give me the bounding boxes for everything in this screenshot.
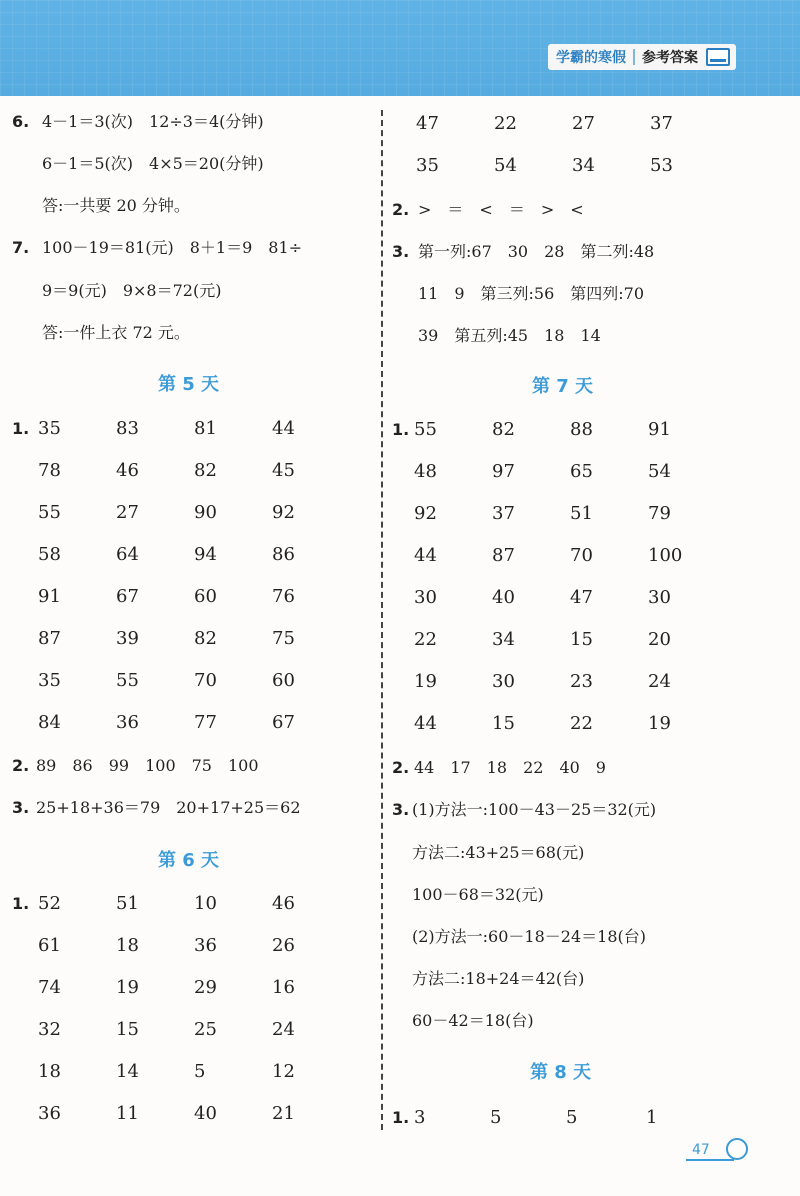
q3-line1: 第一列:67 30 28 第二列:48	[418, 242, 655, 261]
answer-cell: 1	[646, 1107, 658, 1128]
question-number: 1.	[12, 419, 30, 438]
answer-cell: 35	[38, 418, 61, 439]
answer-cell: 77	[194, 712, 217, 733]
answer-cell: 70	[194, 670, 217, 691]
answer-cell: 27	[572, 113, 595, 134]
answer-cell: 30	[648, 587, 671, 608]
problem7-line2: 9＝9(元) 9×8＝72(元)	[42, 281, 222, 300]
question-number: 2.	[12, 756, 30, 775]
answer-cell: 3	[414, 1107, 426, 1128]
answer-cell: 46	[272, 893, 295, 914]
answer-cell: 34	[572, 155, 595, 176]
answer-cell: 61	[38, 935, 61, 956]
answer-cell: 19	[116, 977, 139, 998]
badge-separator	[633, 49, 635, 65]
question-number: 3.	[392, 242, 410, 261]
q3-line3: 39 第五列:45 18 14	[418, 326, 601, 345]
answer-cell: 86	[272, 544, 295, 565]
answer-cell: 52	[38, 893, 61, 914]
answer-cell: 34	[492, 629, 515, 650]
answer-cell: 75	[272, 628, 295, 649]
answer-cell: 36	[194, 935, 217, 956]
answer-cell: 92	[414, 503, 437, 524]
answer-cell: 51	[116, 893, 139, 914]
answer-cell: 24	[648, 671, 671, 692]
answer-cell: 94	[194, 544, 217, 565]
question-number: 1.	[392, 1108, 410, 1127]
answer-cell: 82	[194, 628, 217, 649]
answer-cell: 67	[272, 712, 295, 733]
day7-q3-line5: 方法二:18+24＝42(台)	[412, 969, 585, 988]
answer-cell: 55	[414, 419, 437, 440]
answer-cell: 67	[116, 586, 139, 607]
answer-cell: 44	[414, 545, 437, 566]
header-badge	[548, 44, 736, 70]
answer-cell: 24	[272, 1019, 295, 1040]
answer-cell: 84	[38, 712, 61, 733]
answer-cell: 78	[38, 460, 61, 481]
answer-cell: 60	[272, 670, 295, 691]
problem-number: 7.	[12, 238, 30, 257]
book-icon	[706, 48, 730, 66]
answer-cell: 18	[38, 1061, 61, 1082]
day7-title: 第 7 天	[532, 376, 594, 397]
answer-cell: 79	[648, 503, 671, 524]
section-label: 参考答案	[642, 50, 698, 66]
answer-cell: 21	[272, 1103, 295, 1124]
day5-q2-answers: 89 86 99 100 75 100	[36, 756, 259, 775]
answer-cell: 30	[492, 671, 515, 692]
page-number: 47	[686, 1142, 734, 1161]
answer-cell: 15	[116, 1019, 139, 1040]
answer-cell: 64	[116, 544, 139, 565]
day7-q3-line3: 100－68＝32(元)	[412, 885, 544, 904]
answer-cell: 76	[272, 586, 295, 607]
day5-title: 第 5 天	[158, 374, 220, 395]
answer-cell: 45	[272, 460, 295, 481]
answer-cell: 47	[570, 587, 593, 608]
day7-q3-line4: (2)方法一:60－18－24＝18(台)	[412, 927, 646, 946]
answer-cell: 10	[194, 893, 217, 914]
answer-cell: 83	[116, 418, 139, 439]
answer-cell: 35	[38, 670, 61, 691]
problem6-answer: 答:一共要 20 分钟。	[42, 196, 190, 215]
answer-cell: 16	[272, 977, 295, 998]
answer-cell: 5	[194, 1061, 206, 1082]
answer-cell: 65	[570, 461, 593, 482]
answer-cell: 37	[492, 503, 515, 524]
answer-cell: 40	[194, 1103, 217, 1124]
answer-cell: 44	[414, 713, 437, 734]
answer-cell: 15	[492, 713, 515, 734]
answer-cell: 18	[116, 935, 139, 956]
answer-cell: 92	[272, 502, 295, 523]
answer-cell: 87	[492, 545, 515, 566]
answer-cell: 90	[194, 502, 217, 523]
answer-cell: 39	[116, 628, 139, 649]
answer-cell: 44	[272, 418, 295, 439]
answer-cell: 26	[272, 935, 295, 956]
brand-label: 学霸的寒假	[556, 50, 626, 66]
answer-cell: 97	[492, 461, 515, 482]
answer-cell: 22	[494, 113, 517, 134]
answer-cell: 40	[492, 587, 515, 608]
answer-cell: 22	[414, 629, 437, 650]
question-number: 2.	[392, 200, 410, 219]
answer-cell: 25	[194, 1019, 217, 1040]
day7-q3-line1: (1)方法一:100－43－25＝32(元)	[412, 800, 657, 819]
answer-cell: 91	[38, 586, 61, 607]
answer-cell: 35	[416, 155, 439, 176]
answer-cell: 19	[414, 671, 437, 692]
answer-cell: 82	[492, 419, 515, 440]
answer-cell: 46	[116, 460, 139, 481]
problem6-line1: 4－1＝3(次) 12÷3＝4(分钟)	[42, 112, 264, 131]
answer-cell: 27	[116, 502, 139, 523]
answer-cell: 54	[494, 155, 517, 176]
header-bar	[0, 0, 800, 96]
answer-cell: 91	[648, 419, 671, 440]
answer-cell: 14	[116, 1061, 139, 1082]
answer-cell: 5	[490, 1107, 502, 1128]
answer-cell: 36	[116, 712, 139, 733]
answer-cell: 81	[194, 418, 217, 439]
answer-cell: 82	[194, 460, 217, 481]
answer-cell: 23	[570, 671, 593, 692]
answer-cell: 30	[414, 587, 437, 608]
q3-line2: 11 9 第三列:56 第四列:70	[418, 284, 645, 303]
day7-q3-line6: 60－42＝18(台)	[412, 1011, 534, 1030]
answer-cell: 32	[38, 1019, 61, 1040]
question-number: 2.	[392, 758, 410, 777]
answer-cell: 29	[194, 977, 217, 998]
answer-cell: 87	[38, 628, 61, 649]
day8-title: 第 8 天	[530, 1062, 592, 1083]
question-number: 3.	[392, 800, 410, 819]
day6-title: 第 6 天	[158, 850, 220, 871]
problem7-answer: 答:一件上衣 72 元。	[42, 323, 190, 342]
answer-cell: 5	[566, 1107, 578, 1128]
answer-cell: 37	[650, 113, 673, 134]
answer-cell: 70	[570, 545, 593, 566]
answer-cell: 19	[648, 713, 671, 734]
answer-cell: 15	[570, 629, 593, 650]
question-number: 3.	[12, 798, 30, 817]
answer-cell: 22	[570, 713, 593, 734]
answer-cell: 48	[414, 461, 437, 482]
answer-cell: 54	[648, 461, 671, 482]
comparison-answers: > ＝ < ＝ > <	[418, 200, 584, 219]
day7-q3-line2: 方法二:43+25＝68(元)	[412, 843, 585, 862]
answer-cell: 55	[38, 502, 61, 523]
problem7-line1: 100－19＝81(元) 8＋1＝9 81÷	[42, 238, 303, 257]
answer-cell: 47	[416, 113, 439, 134]
sun-icon	[726, 1138, 748, 1160]
answer-cell: 11	[116, 1103, 139, 1124]
answer-cell: 88	[570, 419, 593, 440]
answer-cell: 53	[650, 155, 673, 176]
problem-number: 6.	[12, 112, 30, 131]
answer-cell: 74	[38, 977, 61, 998]
answer-cell: 20	[648, 629, 671, 650]
answer-cell: 100	[648, 545, 683, 566]
question-number: 1.	[392, 420, 410, 439]
answer-cell: 60	[194, 586, 217, 607]
problem6-line2: 6－1＝5(次) 4×5＝20(分钟)	[42, 154, 264, 173]
column-divider	[381, 110, 383, 1130]
day5-q3-answers: 25+18+36＝79 20+17+25＝62	[36, 798, 301, 817]
answer-cell: 51	[570, 503, 593, 524]
question-number: 1.	[12, 894, 30, 913]
answer-cell: 58	[38, 544, 61, 565]
answer-cell: 36	[38, 1103, 61, 1124]
day7-q2-answers: 44 17 18 22 40 9	[414, 758, 606, 777]
answer-cell: 55	[116, 670, 139, 691]
answer-cell: 12	[272, 1061, 295, 1082]
